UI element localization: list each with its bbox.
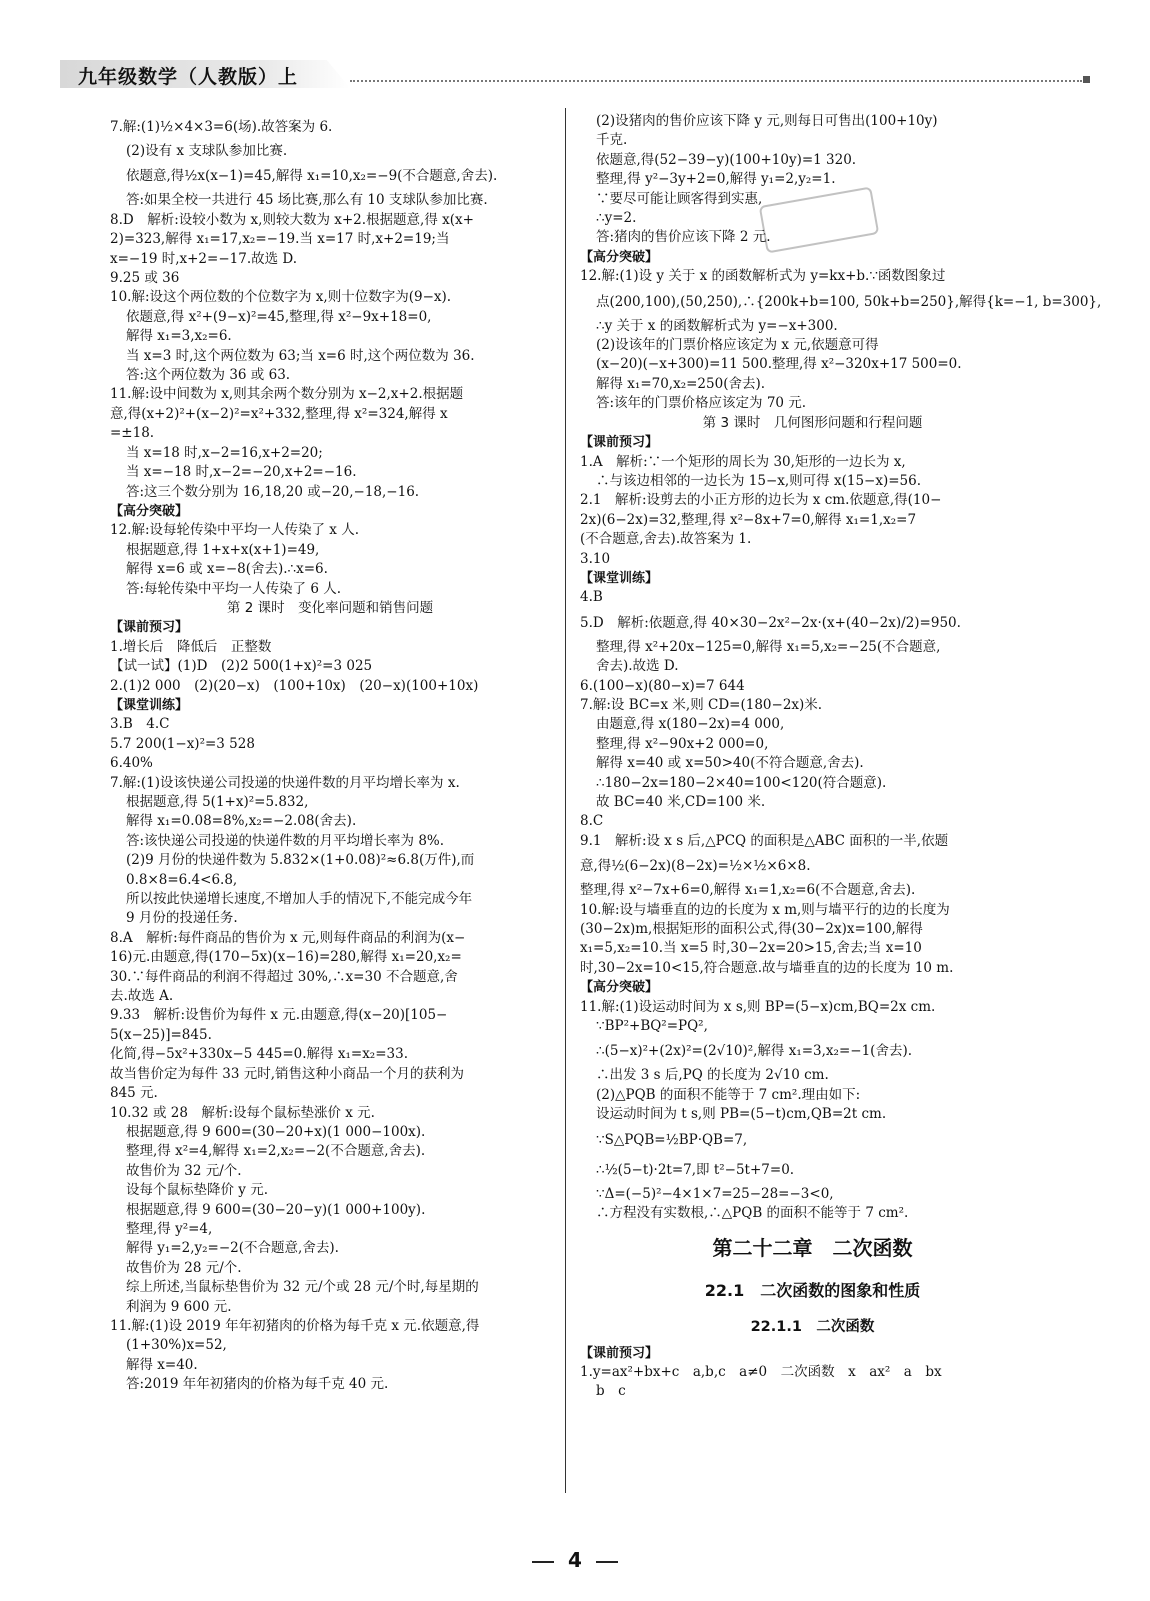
right-column-line: ∴y 关于 x 的函数解析式为 y=−x+300. — [596, 317, 838, 334]
left-column-line: 依题意,得 x²+(9−x)²=45,整理,得 x²−9x+18=0, — [126, 308, 432, 325]
left-column-line: 7.解:(1)设该快递公司投递的快递件数的月平均增长率为 x. — [110, 774, 460, 791]
right-column-line: 3.10 — [580, 550, 611, 567]
left-column-line: 11.解:设中间数为 x,则其余两个数分别为 x−2,x+2.根据题 — [110, 386, 464, 403]
left-column-line: 所以按此快递增长速度,不增加人手的情况下,不能完成今年 — [126, 891, 473, 908]
left-column-line: (2)设有 x 支球队参加比赛. — [126, 143, 288, 159]
left-column-line: 综上所述,当鼠标垫售价为 32 元/个或 28 元/个时,每星期的 — [126, 1279, 479, 1296]
right-column-line: 故 BC=40 米,CD=100 米. — [596, 794, 766, 810]
left-column-line: 9.33 解析:设售价为每件 x 元.由题意,得(x−20)[105− — [110, 1007, 448, 1024]
right-column-line: ∴y=2. — [596, 210, 637, 227]
left-column-line: 3.B 4.C — [110, 716, 170, 733]
right-column-line: 12.解:(1)设 y 关于 x 的函数解析式为 y=kx+b.∵函数图象过 — [580, 268, 946, 285]
left-column-line: 答:每轮传染中平均一人传染了 6 人. — [126, 580, 342, 597]
right-column-line: ∴180−2x=180−2×40=100<120(符合题意). — [596, 774, 887, 791]
right-column-line: 22.1 二次函数的图象和性质 — [704, 1280, 921, 1300]
right-column-line: (2)△PQB 的面积不能等于 7 cm².理由如下: — [596, 1086, 861, 1103]
right-column-line: ∵Δ=(−5)²−4×1×7=25−28=−3<0, — [596, 1185, 834, 1202]
left-column-line: 整理,得 y²=4, — [126, 1220, 213, 1237]
right-column-line: 11.解:(1)设运动时间为 x s,则 BP=(5−x)cm,BQ=2x cm. — [580, 998, 936, 1015]
right-column-line: (不合题意,舍去).故答案为 1. — [580, 531, 752, 548]
left-column-line: 答:2019 年年初猪肉的价格为每千克 40 元. — [126, 1376, 389, 1393]
left-column-line: 去.故选 A. — [110, 988, 174, 1005]
right-column-line: 10.解:设与墙垂直的边的长度为 x m,则与墙平行的边的长度为 — [580, 901, 950, 918]
left-column — [110, 112, 550, 1395]
left-column-line: 根据题意,得 9 600=(30−20−y)(1 000+100y). — [126, 1201, 426, 1218]
left-column-line: 答:如果全校一共进行 45 场比赛,那么有 10 支球队参加比赛. — [126, 192, 488, 209]
left-column-line: 845 元. — [110, 1085, 158, 1102]
left-column-line: 故售价为 32 元/个. — [126, 1162, 242, 1179]
right-column-line: 时,30−2x=10<15,符合题意.故与墙垂直的边的长度为 10 m. — [580, 959, 954, 976]
left-column-line: 2)=323,解得 x₁=17,x₂=−19.当 x=17 时,x+2=19;当 — [110, 231, 450, 248]
left-column-line: 解得 x=6 或 x=−8(舍去).∴x=6. — [126, 561, 328, 578]
left-column-line: (1+30%)x=52, — [126, 1337, 227, 1354]
right-column-line: ∴(5−x)²+(2x)²=(2√10)²,解得 x₁=3,x₂=−1(舍去). — [596, 1043, 912, 1060]
page-number: 4 — [568, 1548, 582, 1572]
right-column-line: 设运动时间为 t s,则 PB=(5−t)cm,QB=2t cm. — [596, 1106, 887, 1123]
right-column-line: b c — [596, 1383, 626, 1400]
right-column-line: x₁=5,x₂=10.当 x=5 时,30−2x=20>15,舍去;当 x=10 — [580, 940, 922, 957]
right-column-line: 22.1.1 二次函数 — [750, 1318, 875, 1335]
left-column-line: 【试一试】(1)D (2)2 500(1+x)²=3 025 — [110, 658, 373, 675]
right-column-line: (30−2x)m,根据矩形的面积公式,得(30−2x)x=100,解得 — [580, 921, 923, 938]
left-column-line: 解得 x₁=0.08=8%,x₂=−2.08(舍去). — [126, 813, 357, 830]
right-column-line: 【课堂训练】 — [580, 570, 659, 586]
left-column-line: 9 月份的投递任务. — [126, 910, 238, 927]
right-column-line: 8.C — [580, 813, 604, 830]
right-column-line: (2)设猪肉的售价应该下降 y 元,则每日可售出(100+10y) — [596, 113, 938, 129]
left-column-line: 16)元.由题意,得(170−5x)(x−16)=280,解得 x₁=20,x₂= — [110, 949, 462, 966]
right-column — [580, 112, 1102, 1402]
left-column-line: 故售价为 28 元/个. — [126, 1259, 242, 1276]
column-divider — [565, 108, 566, 1493]
left-column-line: 当 x=3 时,这个两位数为 63;当 x=6 时,这个两位数为 36. — [126, 347, 475, 364]
right-column-line: 由题意,得 x(180−2x)=4 000, — [596, 716, 785, 733]
left-column-line: 5(x−25)]=845. — [110, 1026, 212, 1043]
header-title: 九年级数学（人教版）上 — [78, 66, 299, 88]
left-column-line: 根据题意,得 9 600=(30−20+x)(1 000−100x). — [126, 1123, 426, 1140]
right-column-line: 意,得½(6−2x)(8−2x)=½×½×6×8. — [580, 858, 811, 875]
left-column-line: 故当售价定为每件 33 元时,销售这种小商品一个月的获利为 — [110, 1065, 465, 1082]
left-column-line: 利润为 9 600 元. — [126, 1298, 232, 1315]
footer-dash-left — [532, 1561, 554, 1563]
right-column-line: 2.1 解析:设剪去的小正方形的边长为 x cm.依题意,得(10− — [580, 492, 942, 509]
left-column-line: 10.解:设这个两位数的个位数字为 x,则十位数字为(9−x). — [110, 289, 452, 306]
left-column-line: 解得 x₁=3,x₂=6. — [126, 328, 232, 345]
left-column-line: 依题意,得½x(x−1)=45,解得 x₁=10,x₂=−9(不合题意,舍去). — [126, 168, 498, 185]
right-column-line: 7.解:设 BC=x 米,则 CD=(180−2x)米. — [580, 696, 823, 713]
left-column-line: =±18. — [110, 425, 155, 442]
right-column-line: 5.D 解析:依题意,得 40×30−2x²−2x·(x+(40−2x)/2)=950. — [580, 614, 961, 631]
right-column-line: 2x)(6−2x)=32,整理,得 x²−8x+7=0,解得 x₁=1,x₂=7 — [580, 511, 917, 528]
left-column-line: 6.40% — [110, 755, 153, 772]
left-column-line: 【高分突破】 — [110, 503, 189, 519]
right-column-line: 舍去).故选 D. — [596, 658, 679, 675]
left-column-line: 0.8×8=6.4<6.8, — [126, 871, 238, 888]
right-column-line: 整理,得 y²−3y+2=0,解得 y₁=2,y₂=1. — [596, 171, 836, 188]
right-column-line: 6.(100−x)(80−x)=7 644 — [580, 677, 745, 694]
right-column-line: ∴与该边相邻的一边长为 15−x,则可得 x(15−x)=56. — [596, 472, 922, 489]
right-column-line: 答:猪肉的售价应该下降 2 元. — [596, 229, 771, 246]
left-column-line: 9.25 或 36 — [110, 270, 180, 287]
header-dotted-rule — [350, 80, 1082, 82]
left-column-line: 30.∵每件商品的利润不得超过 30%,∴x=30 不合题意,舍 — [110, 968, 458, 985]
right-column-line: 答:该年的门票价格应该定为 70 元. — [596, 395, 807, 412]
left-column-line: 【课堂训练】 — [110, 697, 189, 713]
right-column-line: (2)设该年的门票价格应该定为 x 元,依题意可得 — [596, 337, 879, 354]
right-column-line: ∵S△PQB=½BP·QB=7, — [596, 1131, 748, 1148]
right-column-line: 【课前预习】 — [580, 1345, 659, 1361]
right-column-line: 1.y=ax²+bx+c a,b,c a≠0 二次函数 x ax² a bx — [580, 1363, 942, 1380]
right-column-line: 第 3 课时 几何图形问题和行程问题 — [702, 414, 923, 431]
right-column-line: 整理,得 x²−90x+2 000=0, — [596, 735, 769, 752]
right-column-line: 【高分突破】 — [580, 980, 659, 996]
left-column-line: 2.(1)2 000 (2)(20−x) (100+10x) (20−x)(100+10x) — [110, 677, 479, 694]
left-column-line: 10.32 或 28 解析:设每个鼠标垫涨价 x 元. — [110, 1104, 375, 1121]
left-column-line: 设每个鼠标垫降价 y 元. — [126, 1182, 269, 1199]
right-column-line: (x−20)(−x+300)=11 500.整理,得 x²−320x+17 500=0. — [596, 356, 962, 373]
left-column-line: 根据题意,得 1+x+x(x+1)=49, — [126, 541, 320, 558]
right-column-line: 整理,得 x²+20x−125=0,解得 x₁=5,x₂=−25(不合题意, — [596, 638, 941, 655]
right-column-line: 依题意,得(52−39−y)(100+10y)=1 320. — [596, 151, 857, 168]
right-column-line: 4.B — [580, 589, 603, 606]
right-column-line: ∴½(5−t)·2t=7,即 t²−5t+7=0. — [596, 1161, 795, 1178]
left-column-line: 第 2 课时 变化率问题和销售问题 — [226, 599, 434, 616]
left-column-line: 当 x=−18 时,x−2=−20,x+2=−16. — [126, 464, 357, 481]
left-column-line: 解得 x=40. — [126, 1356, 198, 1373]
left-column-line: 8.D 解析:设较小数为 x,则较大数为 x+2.根据题意,得 x(x+ — [110, 211, 474, 228]
right-column-line: ∵BP²+BQ²=PQ², — [596, 1018, 708, 1035]
left-column-line: 7.解:(1)½×4×3=6(场).故答案为 6. — [110, 119, 333, 135]
header-square-mark — [1083, 76, 1090, 83]
left-column-line: 化简,得−5x²+330x−5 445=0.解得 x₁=x₂=33. — [110, 1046, 408, 1063]
right-column-line: 整理,得 x²−7x+6=0,解得 x₁=1,x₂=6(不合题意,舍去). — [580, 882, 916, 899]
left-column-line: 答:这个两位数为 36 或 63. — [126, 367, 291, 384]
left-column-line: 11.解:(1)设 2019 年年初猪肉的价格为每千克 x 元.依题意,得 — [110, 1317, 480, 1334]
left-column-line: (2)9 月份的快递件数为 5.832×(1+0.08)²≈6.8(万件),而 — [126, 852, 475, 869]
right-column-line: 第二十二章 二次函数 — [712, 1235, 913, 1260]
right-column-line: 【高分突破】 — [580, 249, 659, 265]
left-column-line: 8.A 解析:每件商品的售价为 x 元,则每件商品的利润为(x− — [110, 929, 466, 946]
right-column-line: ∴出发 3 s 后,PQ 的长度为 2√10 cm. — [596, 1067, 829, 1084]
right-column-line: ∴方程没有实数根,∴△PQB 的面积不能等于 7 cm². — [596, 1205, 909, 1222]
right-column-line: ∵要尽可能让顾客得到实惠, — [596, 190, 763, 207]
right-column-line: 【课前预习】 — [580, 435, 659, 451]
left-column-line: 根据题意,得 5(1+x)²=5.832, — [126, 794, 309, 810]
left-column-line: x=−19 时,x+2=−17.故选 D. — [110, 250, 298, 267]
left-column-line: 5.7 200(1−x)²=3 528 — [110, 735, 255, 752]
left-column-line: 答:这三个数分别为 16,18,20 或−20,−18,−16. — [126, 483, 420, 500]
left-column-line: 当 x=18 时,x−2=16,x+2=20; — [126, 444, 323, 461]
right-column-line: 1.A 解析:∵一个矩形的周长为 30,矩形的一边长为 x, — [580, 453, 906, 470]
page-header — [60, 54, 1090, 94]
right-column-line: 点(200,100),(50,250),∴{200k+b=100, 50k+b=250},解得{k=−1, b=300}, — [596, 293, 1102, 310]
left-column-line: 整理,得 x²=4,解得 x₁=2,x₂=−2(不合题意,舍去). — [126, 1143, 426, 1160]
page-number-footer — [0, 1548, 1150, 1572]
left-column-line: 意,得(x+2)²+(x−2)²=x²+332,整理,得 x²=324,解得 x — [110, 405, 448, 422]
right-column-line: 解得 x₁=70,x₂=250(舍去). — [596, 375, 766, 392]
left-column-line: 1.增长后 降低后 正整数 — [110, 638, 272, 655]
footer-dash-right — [596, 1561, 618, 1563]
right-column-line: 千克. — [596, 132, 628, 149]
right-column-line: 9.1 解析:设 x s 后,△PCQ 的面积是△ABC 面积的一半,依题 — [580, 832, 949, 849]
right-column-line: 解得 x=40 或 x=50>40(不符合题意,舍去). — [596, 755, 864, 772]
left-column-line: 12.解:设每轮传染中平均一人传染了 x 人. — [110, 522, 360, 539]
left-column-line: 【课前预习】 — [110, 620, 189, 636]
left-column-line: 解得 y₁=2,y₂=−2(不合题意,舍去). — [126, 1240, 339, 1257]
left-column-line: 答:该快递公司投递的快递件数的月平均增长率为 8%. — [126, 832, 445, 849]
